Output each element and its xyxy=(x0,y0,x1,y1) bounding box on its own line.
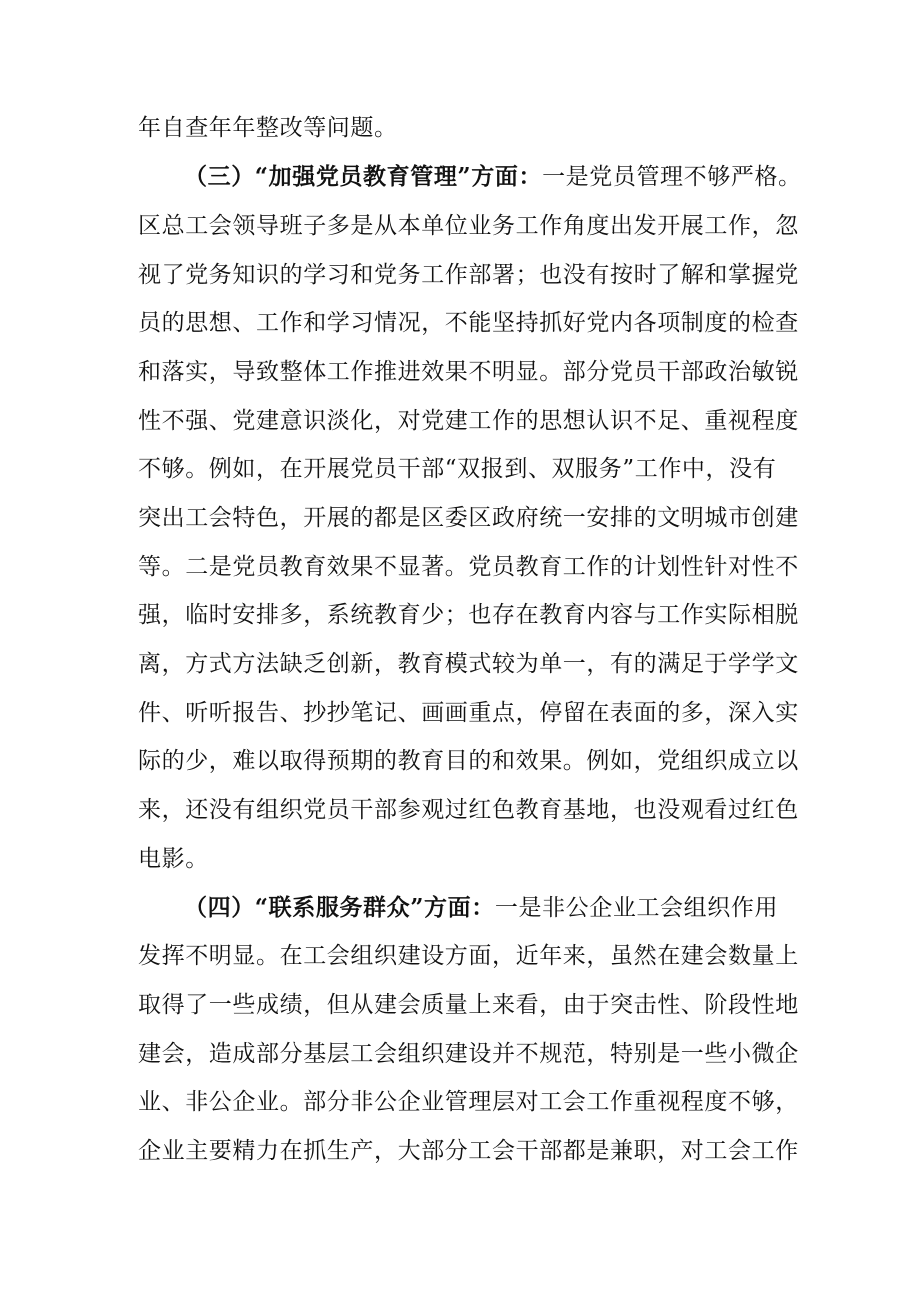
text-line: 强，临时安排多，系统教育少；也存在教育内容与工作实际相脱 xyxy=(138,602,799,628)
text-line: 区总工会领导班子多是从本单位业务工作角度出发开展工作，忽 xyxy=(138,213,799,239)
text-line: 建会，造成部分基层工会组织建设并不规范，特别是一些小微企 xyxy=(138,1041,799,1067)
text-line: 视了党务知识的学习和党务工作部署；也没有按时了解和掌握党 xyxy=(138,262,799,288)
text-line: 和落实，导致整体工作推进效果不明显。部分党员干部政治敏锐 xyxy=(138,359,799,385)
text-line: 件、听听报告、抄抄笔记、画画重点，停留在表面的多，深入实 xyxy=(138,700,799,726)
text-line: 电影。 xyxy=(138,846,209,872)
text-line: 突出工会特色，开展的都是区委区政府统一安排的文明城市创建 xyxy=(138,505,799,531)
text-line: 年自查年年整改等问题。 xyxy=(138,115,398,141)
text-line: 性不强、党建意识淡化，对党建工作的思想认识不足、重视程度 xyxy=(138,408,799,434)
section-heading: （三）“加强党员教育管理”方面： xyxy=(184,163,543,190)
text-line: 离，方式方法缺乏创新，教育模式较为单一，有的满足于学学文 xyxy=(138,651,799,677)
text-line: 企业主要精力在抓生产，大部分工会干部都是兼职，对工会工作 xyxy=(138,1138,799,1164)
section-heading: （四）“联系服务群众”方面： xyxy=(184,894,495,921)
text-line: 取得了一些成绩，但从建会质量上来看，由于突击性、阶段性地 xyxy=(138,992,799,1018)
text-line: 员的思想、工作和学习情况，不能坚持抓好党内各项制度的检查 xyxy=(138,310,799,336)
text-line: 不够。例如，在开展党员干部“双报到、双服务”工作中，没有 xyxy=(138,456,777,482)
text-line: 等。二是党员教育效果不显著。党员教育工作的计划性针对性不 xyxy=(138,554,799,580)
section-heading-line: （三）“加强党员教育管理”方面：一是党员管理不够严格。 xyxy=(184,163,802,190)
section-heading-line: （四）“联系服务群众”方面：一是非公企业工会组织作用 xyxy=(184,894,779,921)
text-line: 来，还没有组织党员干部参观过红色教育基地，也没观看过红色 xyxy=(138,797,799,823)
text-line: 业、非公企业。部分非公企业管理层对工会工作重视程度不够， xyxy=(138,1089,799,1115)
text-line: 际的少，难以取得预期的教育目的和效果。例如，党组织成立以 xyxy=(138,748,799,774)
text-line: 发挥不明显。在工会组织建设方面，近年来，虽然在建会数量上 xyxy=(138,943,799,969)
